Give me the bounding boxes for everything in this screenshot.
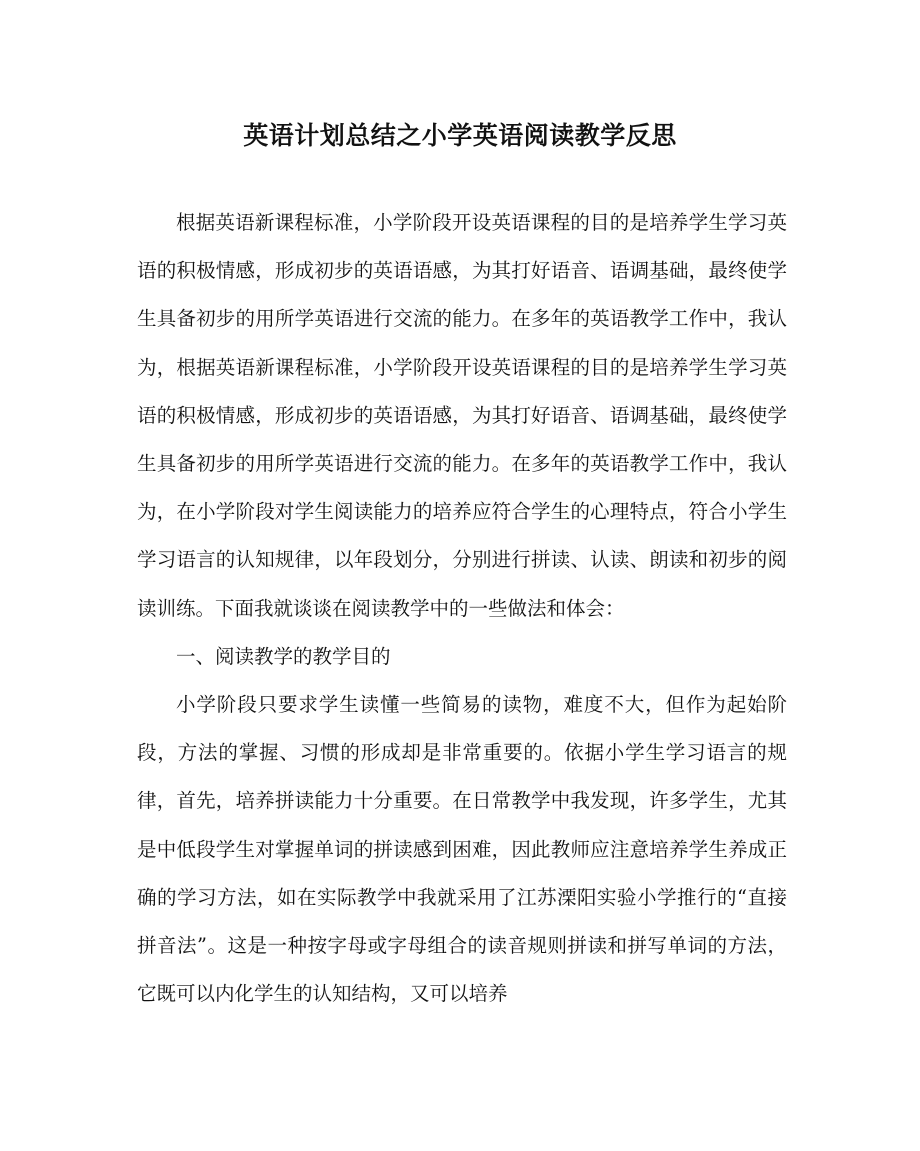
document-title: 英语计划总结之小学英语阅读教学反思	[243, 121, 677, 150]
section-heading-1: 一、阅读教学的教学目的	[176, 644, 391, 668]
paragraph-intro: 根据英语新课程标准，小学阶段开设英语课程的目的是培养学生学习英语的积极情感，形成初步的英语语感，为其打好语音、语调基础，最终使学生具备初步的用所学英语进行交流的能力。在多年的英语教学工作中，我认为，根据英语新课程标准，小学阶段开设英语课程的目的是培养学生学习英语的积极情感，形成初步的英语语感，为其打好语音、语调基础，最终使学生具备初步的用所学英语进行交流的能力。在多年的英语教学工作中，我认为，在小学阶段对学生阅读能力的培养应符合学生的心理特点，符合小学生学习语言的认知规律，以年段划分，分别进行拼读、认读、朗读和初步的阅读训练。下面我就谈谈在阅读教学中的一些做法和体会：	[137, 211, 787, 620]
document-body	[137, 199, 787, 1018]
paragraph-section-1: 小学阶段只要求学生读懂一些简易的读物，难度不大，但作为起始阶段，方法的掌握、习惯的形成却是非常重要的。依据小学生学习语言的规律，首先，培养拼读能力十分重要。在日常教学中我发现，许多学生，尤其是中低段学生对掌握单词的拼读感到困难，因此教师应注意培养学生养成正确的学习方法，如在实际教学中我就采用了江苏溧阳实验小学推行的“直接拼音法”。这是一种按字母或字母组合的读音规则拼读和拼写单词的方法，它既可以内化学生的认知结构，又可以培养	[137, 693, 787, 1006]
